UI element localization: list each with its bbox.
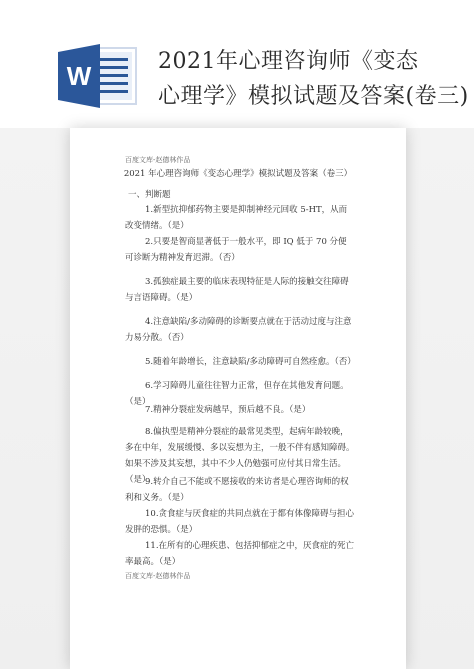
question-5: 5.随着年龄增长，注意缺陷/多动障碍可自然痊愈。（否） — [145, 357, 356, 367]
question-11: 11.在所有的心理疾患、包括抑郁症之中，厌食症的死亡率最高。（是） — [125, 541, 355, 567]
question-6: 6.学习障碍儿童往往智力正常，但存在其他发育问题。（是） — [125, 381, 349, 407]
header — [0, 0, 474, 130]
section-heading: 一、判断题 — [128, 190, 171, 200]
question-3: 3.孤独症最主要的临床表现特征是人际的接触交往障碍与言语障碍。（是） — [125, 277, 349, 303]
page-footer-note: 百度文库-赵德林作品 — [125, 572, 191, 580]
question-1: 1.新型抗抑郁药物主要是抑制神经元回收 5-HT，从而改变情绪。（是） — [125, 205, 348, 231]
page-title-line-1: 2021年心理咨询师《变态 — [158, 49, 419, 74]
question-4: 4.注意缺陷/多动障碍的诊断要点就在于活动过度与注意力易分散。（否） — [125, 317, 352, 343]
question-8: 8.偏执型是精神分裂症的最常见类型，起病年龄较晚，多在中年，发展缓慢、多以妄想为主，一般不伴有感知障碍。如果不涉及其妄想，其中不少人仍勉强可应付其日常生活。（是） — [125, 427, 355, 485]
question-2: 2.只要是智商显著低于一般水平，即 IQ 低于 70 分便可诊断为精神发育迟滞。（否） — [125, 237, 347, 263]
svg-text:W: W — [66, 61, 92, 91]
page-header-note: 百度文库-赵德林作品 — [125, 156, 191, 164]
word-icon — [58, 44, 140, 108]
document-title: 2021 年心理咨询师《变态心理学》模拟试题及答案（卷三） — [123, 169, 353, 179]
question-9: 9.转介自己不能或不愿接收的来访者是心理咨询师的权利和义务。（是） — [125, 477, 349, 503]
page-title-line-2: 心理学》模拟试题及答案(卷三) — [158, 84, 469, 109]
document-page — [70, 128, 406, 669]
question-10: 10.贪食症与厌食症的共同点就在于都有体像障碍与担心发胖的恐惧。（是） — [125, 509, 355, 535]
question-7: 7.精神分裂症发病越早，预后越不良。（是） — [145, 405, 311, 415]
